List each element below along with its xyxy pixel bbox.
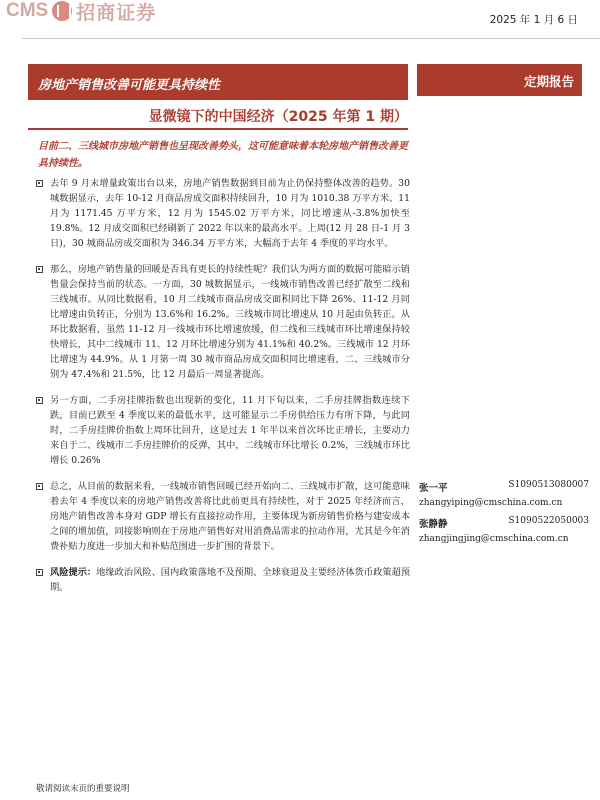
logo-text-cn: 招商证券 bbox=[76, 1, 157, 24]
bullet-text: 总之，从目前的数据来看，一线城市销售回暖已经开始向二、三线城市扩散，这可能意味着去年 4 季度以来的房地产销售改善将比此前更具有持续性，对于 2025 年经济而言，房地产销售改善本身对 GDP 增长有直接拉动作用，主要体现为新房销售价格与建安成本之间的增加值，同接影响则在于房地产销售好对用消费品需求的拉动作用，尤其是今年消费补贴力度进一步加大和补贴范围进一步扩围的背景下。 bbox=[50, 481, 410, 552]
risk-heading: 风险提示： bbox=[50, 567, 97, 578]
report-subtitle: 显微镜下的中国经济（2025 年第 1 期） bbox=[148, 109, 408, 125]
footer-note: 敬请阅读末页的重要说明 bbox=[36, 784, 130, 794]
bullet-text: 去年 9 月末增量政策出台以来，房地产销售数据到目前为止仍保持整体改善的趋势。30 城数据显示，去年 10-12 月商品房成交面积持续回升，10 月为 1010.38 万平方米、11 月为 1171.45 万平方米，12 月为 1545.02 万平方米，同比增速从-3.8%加快至 19.8%。12 月成交面积已经刷新了 2022 年以来的最高水平。上周(12 月 28 日-1 月 3 日)，30 城商品房成交面积为 346.34 万平方米，大幅高于去年 4 季度的平均水平。 bbox=[50, 178, 410, 249]
analyst-cert: S1090513080007 bbox=[508, 480, 589, 490]
analyst-email[interactable]: zhangjingjing@cmschina.com.cn bbox=[419, 534, 569, 544]
report-category: 定期报告 bbox=[523, 74, 574, 89]
report-date: 2025 年 1 月 6 日 bbox=[489, 14, 578, 26]
bullet-item bbox=[36, 262, 410, 382]
header-divider bbox=[22, 38, 600, 39]
category-banner bbox=[417, 64, 582, 96]
analyst-name: 张一平 bbox=[419, 483, 448, 494]
report-title: 房地产销售改善可能更具持续性 bbox=[38, 78, 221, 93]
square-bullet-icon bbox=[36, 397, 43, 404]
logo-text-en: CMS bbox=[6, 0, 49, 21]
square-bullet-icon bbox=[36, 569, 43, 576]
bullet-text: 那么，房地产销售量的回暖是否具有更长的持续性呢？我们认为两方面的数据可能暗示销售量会保持当前的状态。一方面，30 城数据显示，一线城市销售改善已经扩散至二线和三线城市。从同比数据看，10 月二线城市商品房成交面积同比下降 26%、11-12 月同比增速由负转正，分别为 13.6%和 16.2%。三线城市同比增速从 10 月起由负转正。从环比数据看，虽然 11-12 月一线城市环比增速放缓，但二线和三线城市环比增速保持较快增长，其中二线城市 11、12 月环比增速分别为 41.1%和 40.2%。三线城市 12 月环比增速为 44.9%。从 1 月第一周 30 城市商品房成交面积同比增速看，二、三线城市分别为 47.4%和 21.5%，比 12 月最后一周显著提高。 bbox=[50, 264, 410, 380]
bullet-text: 另一方面，二手房挂牌指数也出现新的变化，11 月下旬以来，二手房挂牌指数连续下跌，目前已跌至 4 季度以来的最低水平，这可能显示二手房供给压力有所下降，与此同时，二手房挂牌价指数上周环比回升，这是过去 1 年半以来首次环比正增长，主要动力来自于二、线城市二手房挂牌价的反弹，其中，二线城市环比增长 0.2%，三线城市环比增长 0.26% bbox=[50, 395, 410, 466]
subtitle-divider bbox=[28, 128, 408, 130]
square-bullet-icon bbox=[36, 483, 43, 490]
bullet-item bbox=[36, 176, 410, 251]
square-bullet-icon bbox=[36, 266, 43, 273]
analyst-card bbox=[419, 516, 589, 544]
analyst-cert: S1090522050003 bbox=[508, 516, 589, 526]
bullet-list bbox=[36, 176, 410, 606]
bullet-item-risk bbox=[36, 565, 410, 595]
summary-text: 目前二、三线城市房地产销售也呈现改善势头，这可能意味着本轮房地产销售改善更具持续性。 bbox=[38, 141, 408, 169]
bullet-item bbox=[36, 393, 410, 468]
title-banner bbox=[28, 64, 408, 100]
bullet-text: 地缘政治风险、国内政策落地不及预期、全球衰退及主要经济体货币政策超预期。 bbox=[50, 567, 411, 593]
analyst-name: 张静静 bbox=[419, 519, 448, 530]
analyst-card bbox=[419, 480, 589, 508]
bullet-item bbox=[36, 479, 410, 554]
logo-mark-icon bbox=[52, 1, 72, 21]
company-logo bbox=[0, 0, 156, 22]
analyst-email[interactable]: zhangyiping@cmschina.com.cn bbox=[419, 498, 563, 508]
square-bullet-icon bbox=[36, 180, 43, 187]
